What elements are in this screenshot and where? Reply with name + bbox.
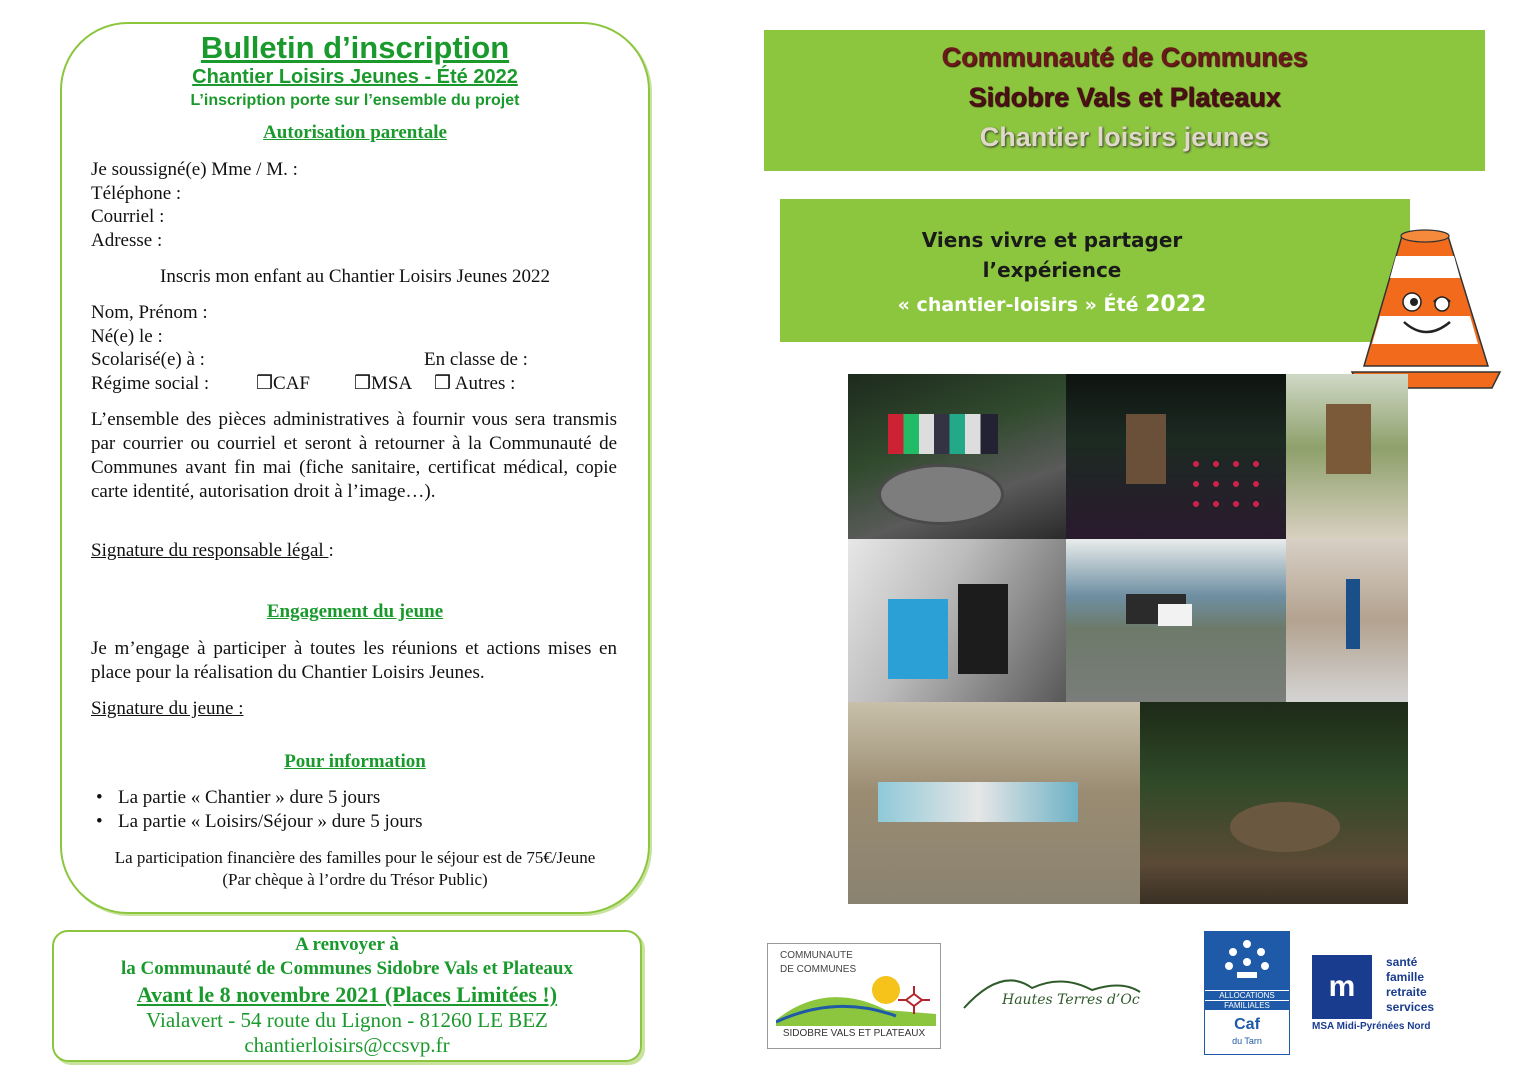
photo-car-wash [1066,539,1286,702]
msa-item-famille: famille [1386,970,1425,984]
field-child-name[interactable]: Nom, Prénom : [91,302,208,323]
field-email[interactable]: Courriel : [91,206,165,227]
logo-htoc-text: Hautes Terres d’Oc [1002,992,1140,1008]
section-parental: Autorisation parentale [263,122,447,143]
field-school[interactable]: Scolarisé(e) à : [91,349,205,370]
promo-year: 2022 [1145,292,1207,317]
field-regime: Régime social : [91,373,210,394]
photo-stone-well [848,374,1066,539]
promo-line3 [780,292,1324,317]
logo-msa [1312,955,1454,1035]
list-item: • La partie « Loisirs/Séjour » dure 5 jours [96,811,423,832]
logo-caf [1204,931,1290,1055]
msa-item-retraite: retraite [1386,985,1427,999]
logo-ccsvp-top: COMMUNAUTE [780,950,853,961]
photo-workshop-painting [848,702,1140,904]
payment-line: (Par chèque à l’ordre du Trésor Public) [222,870,488,889]
list-item: • La partie « Chantier » dure 5 jours [96,787,381,808]
photo-gardening [1140,702,1408,904]
msa-bottom: MSA Midi-Pyrénées Nord [1312,1021,1431,1032]
msa-item-sante: santé [1386,955,1418,969]
caf-line2: FAMILIALES [1205,1001,1289,1010]
landscape-sun-icon [776,970,936,1026]
return-email[interactable]: chantierloisirs@ccsvp.fr [244,1033,450,1057]
field-birthdate[interactable]: Né(e) le : [91,326,163,347]
header-line3: Chantier loisirs jeunes [979,122,1270,152]
return-deadline: Avant le 8 novembre 2021 (Places Limitées !) [136,982,558,1007]
msa-mark-icon: m [1328,970,1356,1003]
checkbox-msa[interactable]: ❒MSA [354,373,413,394]
promo-line1: Viens vivre et partager [921,228,1183,252]
info-item-chantier: La partie « Chantier » dure 5 jours [118,787,381,808]
caf-tarn: du Tarn [1232,1036,1262,1046]
photo-group-insect-hotel [1286,374,1408,539]
documents-paragraph: L’ensemble des pièces administratives à fournir vous sera transmis par courrier ou courriel et seront à retourner à la Communauté de Communes avant fin mai (fiche sanitaire, certificat médical, copie carte identité, autorisation droit à l’image…). [91,409,617,502]
signature-parent-label: Signature du responsable légal [91,540,329,561]
logo-ccsvp-bottom: SIDOBRE VALS ET PLATEAUX [782,1028,926,1039]
checkbox-other[interactable]: ❒ Autres : [434,373,516,394]
caf-line1: ALLOCATIONS [1205,991,1289,1000]
section-info: Pour information [284,751,426,772]
logo-hautes-terres-doc [962,968,1142,1024]
section-engagement: Engagement du jeune [266,601,444,622]
form-note: L’inscription porte sur l’ensemble du projet [190,92,520,109]
form-subtitle: Chantier Loisirs Jeunes - Été 2022 [192,66,518,88]
return-address: Vialavert - 54 route du Lignon - 81260 LE BEZ [146,1008,548,1032]
traffic-cone-mascot-icon [1350,226,1502,396]
field-address[interactable]: Adresse : [91,230,163,251]
promo-line2: l’expérience [982,258,1122,282]
fee-line: La participation financière des familles pour le séjour est de 75€/Jeune [114,848,596,867]
promo-text: « chantier-loisirs » Été [897,294,1139,316]
field-parent-name[interactable]: Je soussigné(e) Mme / M. : [91,159,298,180]
photo-painting-boards [1286,539,1408,702]
enroll-line: Inscris mon enfant au Chantier Loisirs Jeunes 2022 [160,266,550,287]
photo-garden-structure [1066,374,1286,539]
header-line1: Communauté de Communes [941,42,1308,72]
checkbox-caf[interactable]: ❒CAF [256,373,310,394]
photo-woodwork [848,539,1066,702]
logo-ccsvp-mid: DE COMMUNES [780,964,857,975]
field-phone[interactable]: Téléphone : [91,183,182,204]
caf-caf: Caf [1234,1016,1260,1033]
return-organisation: la Communauté de Communes Sidobre Vals et Plateaux [121,958,573,979]
engagement-paragraph: Je m’engage à participer à toutes les réunions et actions mises en place pour la réalisation du Chantier Loisirs Jeunes. [91,638,617,683]
info-item-loisirs: La partie « Loisirs/Séjour » dure 5 jours [118,811,423,832]
family-figures-icon [1223,938,1271,984]
signature-parent-colon: : [328,540,334,561]
msa-item-services: services [1386,1000,1435,1014]
return-line1: A renvoyer à [295,934,399,955]
logo-ccsvp [767,943,941,1049]
header-line2: Sidobre Vals et Plateaux [968,82,1281,112]
field-class[interactable]: En classe de : [424,349,528,370]
form-title: Bulletin d’inscription [200,30,510,65]
signature-parent[interactable] [91,539,334,563]
signature-youth[interactable]: Signature du jeune : [91,698,244,719]
